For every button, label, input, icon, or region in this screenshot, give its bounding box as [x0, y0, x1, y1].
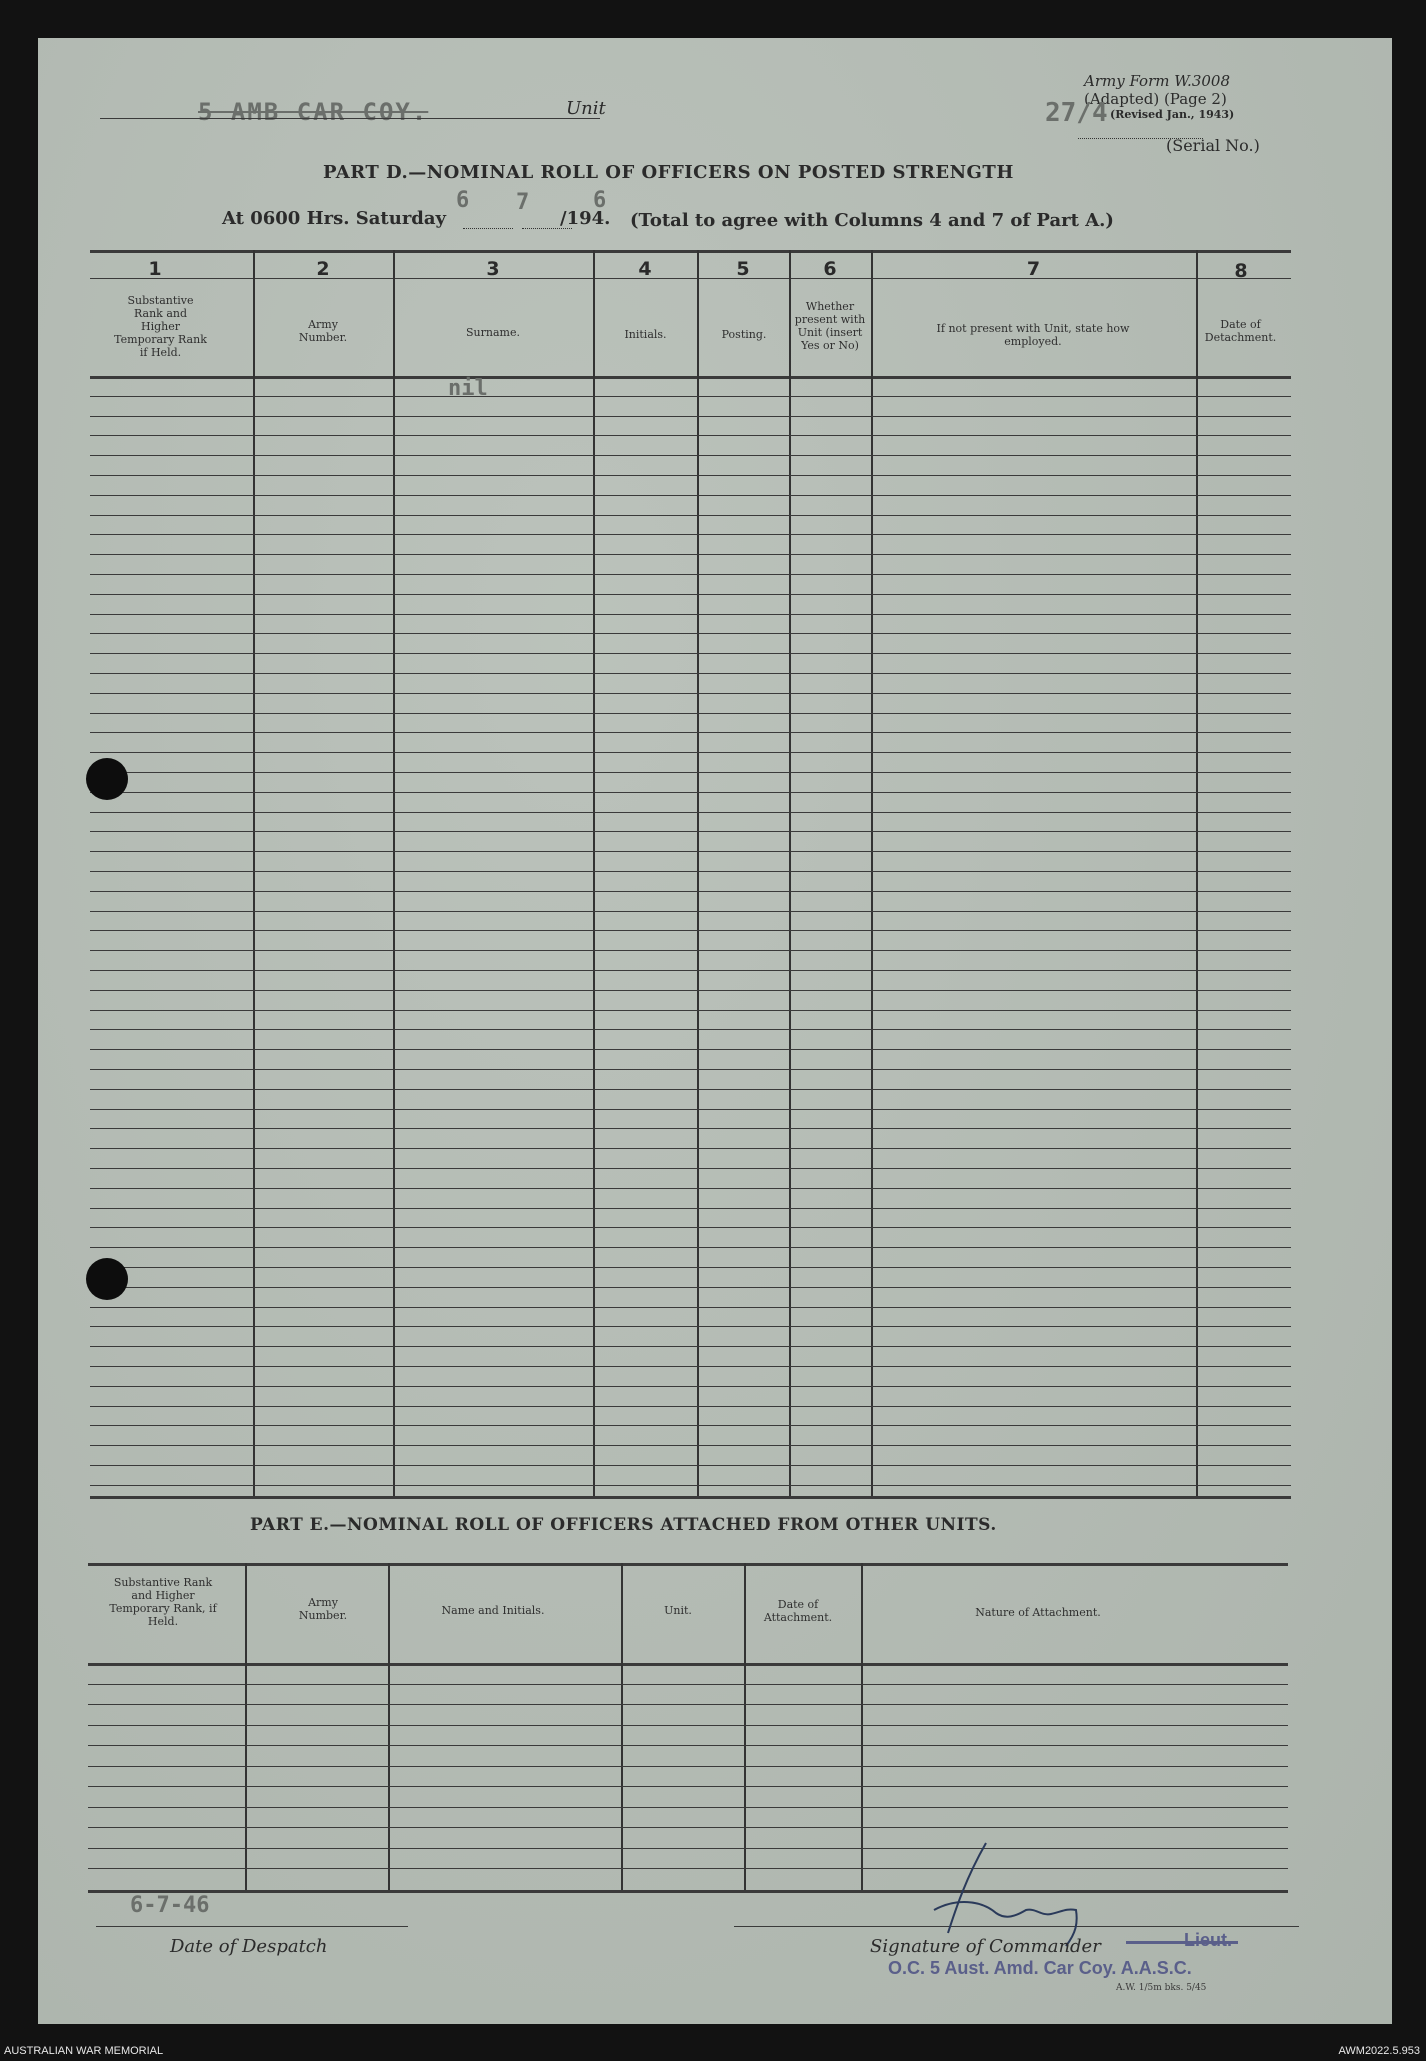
col-num-4: 4 — [638, 258, 652, 280]
col-num-7: 7 — [1026, 258, 1041, 280]
despatch-date: 6-7-46 — [130, 1893, 210, 1918]
form-page — [38, 38, 1392, 2024]
table-e-col-rule — [388, 1563, 390, 1890]
month-value: 7 — [516, 190, 530, 215]
total-note: (Total to agree with Columns 4 and 7 of Part A.) — [630, 210, 1114, 231]
e-hdr-1: Substantive Rank and Higher Temporary Rank, if Held. — [109, 1576, 217, 1628]
table-e-top-rule — [88, 1563, 1288, 1566]
punch-hole-upper — [86, 758, 128, 800]
at-label: At 0600 Hrs. Saturday — [222, 208, 447, 229]
form-adapted: (Adapted) (Page 2) — [1084, 90, 1227, 108]
col-hdr-3: Surname. — [466, 326, 520, 339]
footer-left: AUSTRALIAN WAR MEMORIAL — [4, 2045, 164, 2057]
table-e-row-rule — [88, 1684, 1288, 1685]
col-hdr-6: Whether present with Unit (insert Yes or No) — [794, 300, 866, 352]
table-e-row-rule — [88, 1786, 1288, 1787]
serial-label: (Serial No.) — [1166, 136, 1260, 155]
unit-typed: 5 AMB CAR COY. — [198, 98, 429, 126]
e-hdr-3: Name and Initials. — [441, 1604, 545, 1617]
form-name: Army Form W.3008 — [1084, 72, 1230, 90]
form-revised: (Revised Jan., 1943) — [1110, 108, 1235, 121]
part-e-title: PART E.—NOMINAL ROLL OF OFFICERS ATTACHED FROM OTHER UNITS. — [250, 1515, 997, 1535]
e-hdr-6: Nature of Attachment. — [975, 1606, 1101, 1619]
table-e-col-rule — [621, 1563, 623, 1890]
col-hdr-8: Date of Detachment. — [1204, 318, 1277, 344]
stamp-line: O.C. 5 Aust. Amd. Car Coy. A.A.S.C. — [888, 1958, 1192, 1978]
col-num-5: 5 — [736, 258, 750, 280]
col-hdr-4: Initials. — [624, 328, 667, 341]
table-e-row-rule — [88, 1745, 1288, 1746]
e-hdr-4: Unit. — [664, 1604, 692, 1617]
table-e-col-rule — [245, 1563, 247, 1890]
table-e-row-rule — [88, 1807, 1288, 1808]
day-value: 6 — [456, 188, 470, 213]
footer-right: AWM2022.5.953 — [1338, 2045, 1420, 2057]
table-e-row-rule — [88, 1704, 1288, 1705]
e-hdr-5: Date of Attachment. — [763, 1598, 833, 1624]
part-e-table — [38, 38, 1392, 2024]
col-num-1: 1 — [148, 258, 162, 280]
printer-code: A.W. 1/5m bks. 5/45 — [1116, 1983, 1207, 1993]
stamp-rank: Lieut. — [1184, 1930, 1232, 1950]
signature-label: Signature of Commander — [870, 1936, 1101, 1957]
col-num-6: 6 — [823, 258, 837, 280]
col-hdr-7: If not present with Unit, state how employed. — [936, 322, 1130, 348]
despatch-label: Date of Despatch — [170, 1936, 328, 1957]
table-e-col-rule — [744, 1563, 746, 1890]
punch-hole-lower — [86, 1258, 128, 1300]
col-num-8: 8 — [1234, 260, 1248, 282]
despatch-line — [96, 1926, 408, 1927]
table-e-row-rule — [88, 1827, 1288, 1828]
col-hdr-2: Army Number. — [298, 318, 348, 344]
e-hdr-2: Army Number. — [298, 1596, 348, 1622]
part-d-title: PART D.—NOMINAL ROLL OF OFFICERS ON POSTED STRENGTH — [323, 162, 1014, 183]
surname-nil: nil — [448, 376, 488, 401]
col-num-2: 2 — [316, 258, 330, 280]
table-e-col-rule — [861, 1563, 863, 1890]
year-suffix: 6 — [593, 188, 607, 213]
table-e-row-rule — [88, 1725, 1288, 1726]
signature-mark — [926, 1838, 1126, 1948]
table-e-head-rule — [88, 1663, 1288, 1666]
typed-number: 27/4 — [1045, 98, 1108, 128]
unit-label: Unit — [566, 98, 606, 119]
col-num-3: 3 — [486, 258, 500, 280]
year-prefix: /194. — [560, 208, 611, 229]
stamp-strike — [1126, 1941, 1238, 1944]
table-e-row-rule — [88, 1766, 1288, 1767]
col-hdr-5: Posting. — [721, 328, 767, 341]
col-hdr-1: Substantive Rank and Higher Temporary Rank if Held. — [114, 294, 207, 359]
